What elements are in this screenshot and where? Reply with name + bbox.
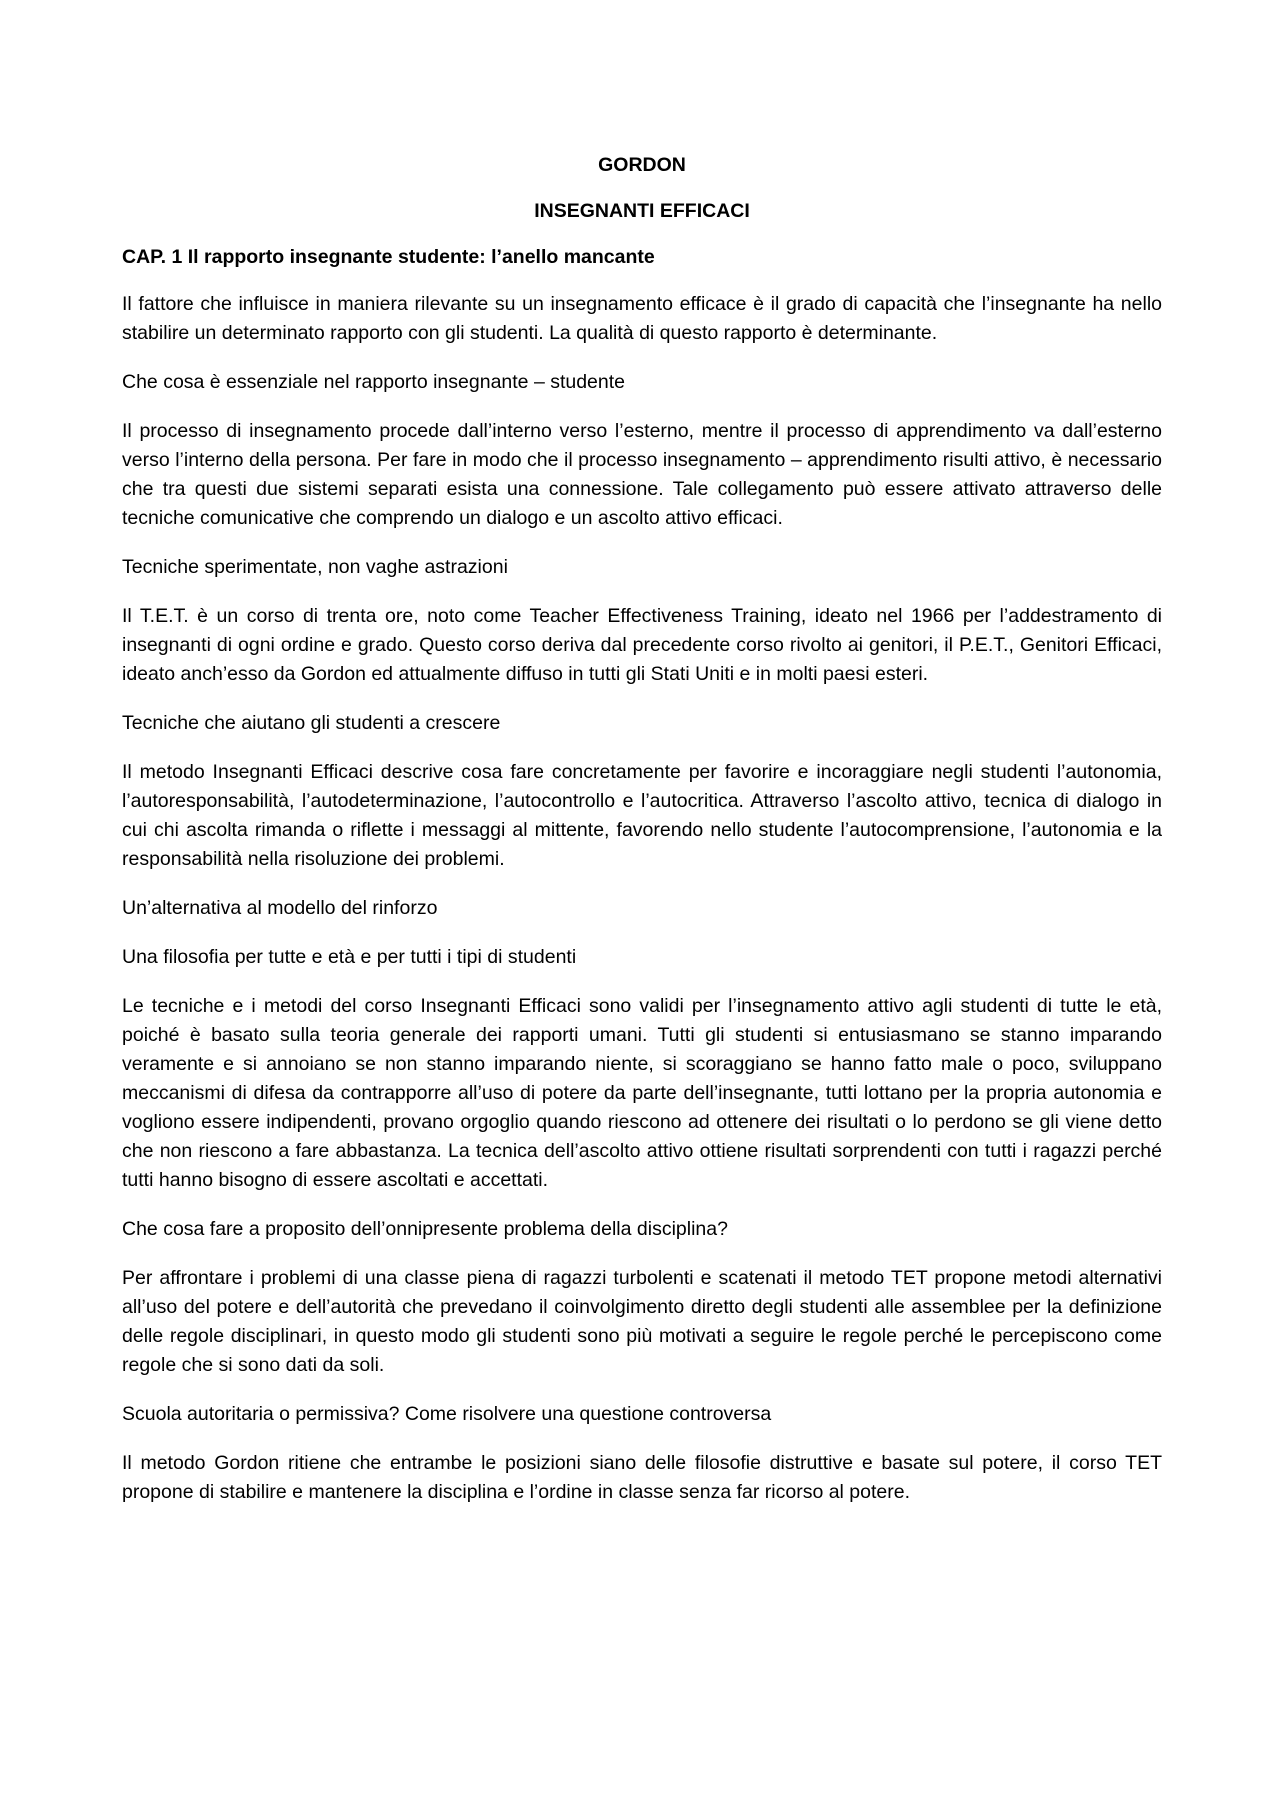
section-heading-school-type: Scuola autoritaria o permissiva? Come risolvere una questione controversa (122, 1403, 772, 1425)
section-heading-philosophy: Una filosofia per tutte e età e per tutti i tipi di studenti (122, 946, 577, 968)
paragraph-intro: Il fattore che influisce in maniera rilevante su un insegnamento efficace è il grado di capacità che l’insegnante ha nello stabilire un determinato rapporto con gli studenti. La qualità di questo rapporto è determinante. (122, 293, 1162, 344)
paragraph-tet-course: Il T.E.T. è un corso di trenta ore, noto come Teacher Effectiveness Training, ideato nel 1966 per l’addestramento di insegnanti di ogni ordine e grado. Questo corso deriva dal precedente corso rivolto ai genitori, il P.E.T., Genitori Efficaci, ideato anch’esso da Gordon ed attualmente diffuso in tutti gli Stati Uniti e in molti paesi esteri. (122, 605, 1162, 685)
paragraph-method: Il metodo Insegnanti Efficaci descrive cosa fare concretamente per favorire e incoraggiare negli studenti l’autonomia, l’autoresponsabilità, l’autodeterminazione, l’autocontrollo e l’autocritica. Attraverso l’ascolto attivo, tecnica di dialogo in cui chi ascolta rimanda o riflette i messaggi al mittente, favorendo nello studente l’autocomprensione, l’autonomia e la responsabilità nella risoluzione dei problemi. (122, 761, 1162, 870)
section-heading-techniques: Tecniche sperimentate, non vaghe astrazioni (122, 556, 508, 578)
section-heading-growth: Tecniche che aiutano gli studenti a crescere (122, 712, 501, 734)
paragraph-all-ages: Le tecniche e i metodi del corso Insegnanti Efficaci sono validi per l’insegnamento attivo agli studenti di tutte le età, poiché è basato sulla teoria generale dei rapporti umani. Tutti gli studenti si entusiasmano se stanno imparando veramente e si annoiano se non stanno imparando niente, si scoraggiano se hanno fatto male o poco, sviluppano meccanismi di difesa da contrapporre all’uso di potere da parte dell’insegnante, tutti lottano per la propria autonomia e vogliono essere indipendenti, provano orgoglio quando riescono ad ottenere dei risultati o lo perdono se gli viene detto che non riescono a fare abbastanza. La tecnica dell’ascolto attivo ottiene risultati sorprendenti con tutti i ragazzi perché tutti hanno bisogno di essere ascoltati e accettati. (122, 995, 1162, 1191)
paragraph-teaching-process: Il processo di insegnamento procede dall’interno verso l’esterno, mentre il processo di apprendimento va dall’esterno verso l’interno della persona. Per fare in modo che il processo insegnamento – apprendimento risulti attivo, è necessario che tra questi due sistemi separati esista una connessione. Tale collegamento può essere attivato attraverso delle tecniche comunicative che comprendo un dialogo e un ascolto attivo efficaci. (122, 420, 1162, 529)
document-title: GORDON (598, 154, 686, 176)
document-subtitle: INSEGNANTI EFFICACI (534, 200, 750, 222)
paragraph-discipline: Per affrontare i problemi di una classe piena di ragazzi turbolenti e scatenati il metodo TET propone metodi alternativi all’uso del potere e dell’autorità che prevedano il coinvolgimento diretto degli studenti alle assemblee per la definizione delle regole disciplinari, in questo modo gli studenti sono più motivati a seguire le regole perché le percepiscono come regole che si sono dati da soli. (122, 1267, 1162, 1376)
chapter-heading: CAP. 1 Il rapporto insegnante studente: l’anello mancante (122, 246, 655, 268)
document-body (122, 152, 1162, 1527)
section-heading-essential: Che cosa è essenziale nel rapporto insegnante – studente (122, 371, 626, 393)
section-heading-alternative: Un’alternativa al modello del rinforzo (122, 897, 438, 919)
paragraph-gordon-method: Il metodo Gordon ritiene che entrambe le posizioni siano delle filosofie distruttive e basate sul potere, il corso TET propone di stabilire e mantenere la disciplina e l’ordine in classe senza far ricorso al potere. (122, 1452, 1162, 1503)
section-heading-discipline: Che cosa fare a proposito dell’onnipresente problema della disciplina? (122, 1218, 728, 1240)
